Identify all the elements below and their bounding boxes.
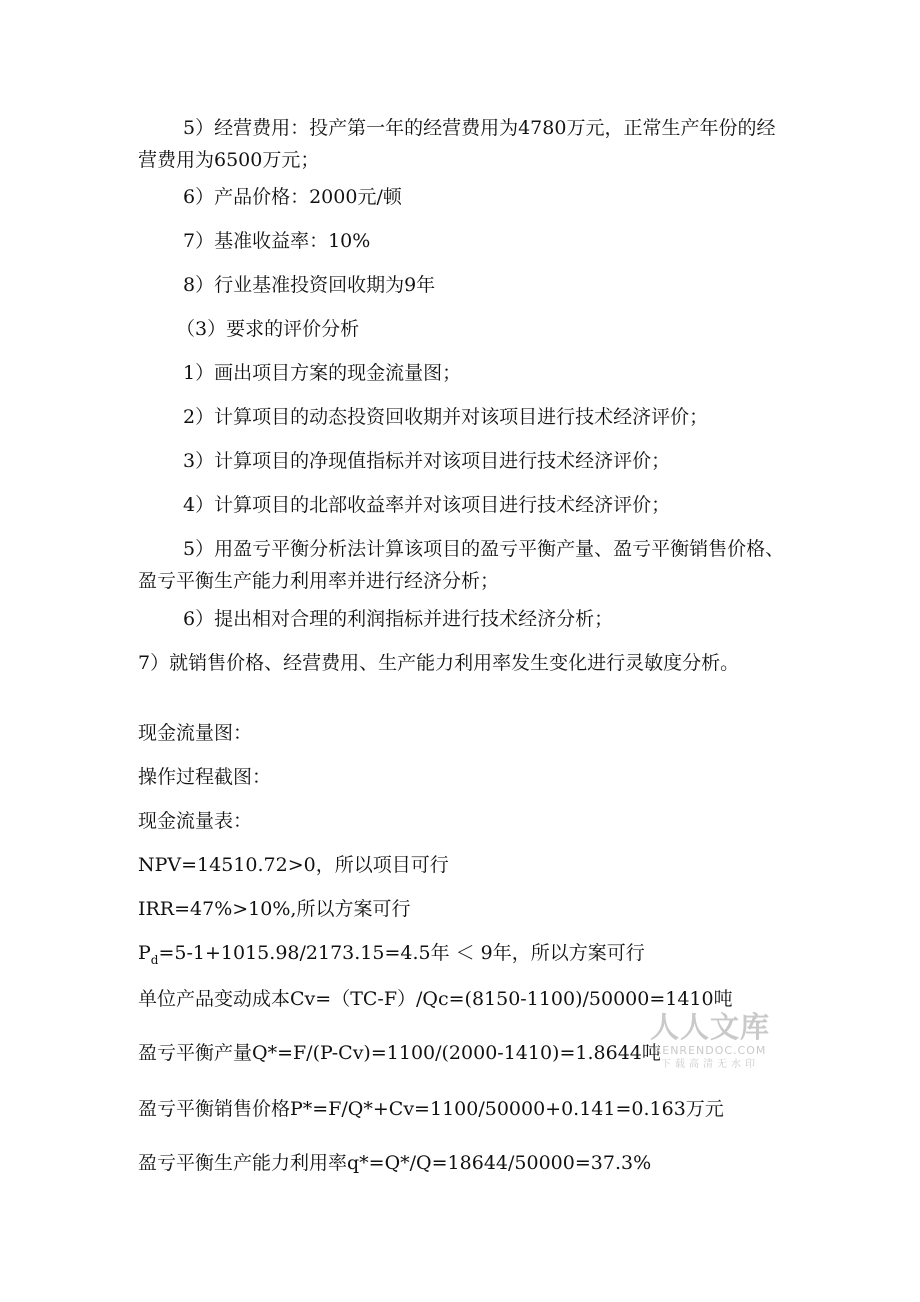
paragraph-operating-cost: 5）经营费用：投产第一年的经营费用为4780万元，正常生产年份的经营费用为6500万元； [138, 117, 776, 171]
formula-breakeven-price: 盈亏平衡销售价格P*=F/Q*+Cv=1100/50000+0.141=0.163万元 [138, 1098, 724, 1120]
formula-breakeven-output: 盈亏平衡产量Q*=F/(P-Cv)=1100/(2000-1410)=1.8644吨 [138, 1042, 661, 1064]
requirement-1: 1）画出项目方案的现金流量图； [183, 362, 462, 384]
requirement-4: 4）计算项目的北部收益率并对该项目进行技术经济评价； [183, 494, 671, 516]
heading-operation-screenshot: 操作过程截图： [138, 766, 272, 788]
paragraph-product-price: 6）产品价格：2000元/顿 [183, 186, 402, 208]
watermark-subtitle: 下载高清无水印 [661, 1059, 759, 1070]
result-irr: IRR=47%>10%,所以方案可行 [138, 898, 411, 920]
section-heading-requirements: （3）要求的评价分析 [176, 318, 360, 340]
requirement-2: 2）计算项目的动态投资回收期并对该项目进行技术经济评价； [183, 406, 709, 428]
formula-unit-variable-cost: 单位产品变动成本Cv=（TC-F）/Qc=(8150-1100)/50000=1410吨 [138, 988, 733, 1010]
requirement-3: 3）计算项目的净现值指标并对该项目进行技术经济评价； [183, 450, 671, 472]
heading-cash-flow-table: 现金流量表： [138, 810, 253, 832]
watermark-domain: RENRENDOC.COM [653, 1044, 767, 1057]
result-npv: NPV=14510.72>0，所以项目可行 [138, 854, 449, 876]
pd-symbol: P [138, 942, 151, 964]
requirement-6: 6）提出相对合理的利润指标并进行技术经济分析； [183, 608, 614, 630]
paragraph-payback-benchmark: 8）行业基准投资回收期为9年 [183, 274, 436, 296]
pd-expression: =5-1+1015.98/2173.15=4.5年 ＜ 9年，所以方案可行 [158, 942, 645, 964]
formula-breakeven-capacity: 盈亏平衡生产能力利用率q*=Q*/Q=18644/50000=37.3% [138, 1152, 652, 1174]
watermark-title: 人人文库 [649, 1010, 770, 1044]
result-payback-period [138, 937, 798, 976]
pd-subscript: d [150, 953, 159, 967]
paragraph-benchmark-rate: 7）基准收益率：10% [183, 230, 371, 252]
heading-cash-flow-diagram: 现金流量图： [138, 722, 253, 744]
requirement-5: 5）用盈亏平衡分析法计算该项目的盈亏平衡产量、盈亏平衡销售价格、盈亏平衡生产能力利用率并进行经济分析； [138, 538, 785, 592]
requirement-7: 7）就销售价格、经营费用、生产能力利用率发生变化进行灵敏度分析。 [138, 652, 740, 674]
watermark-logo [640, 1010, 780, 1080]
